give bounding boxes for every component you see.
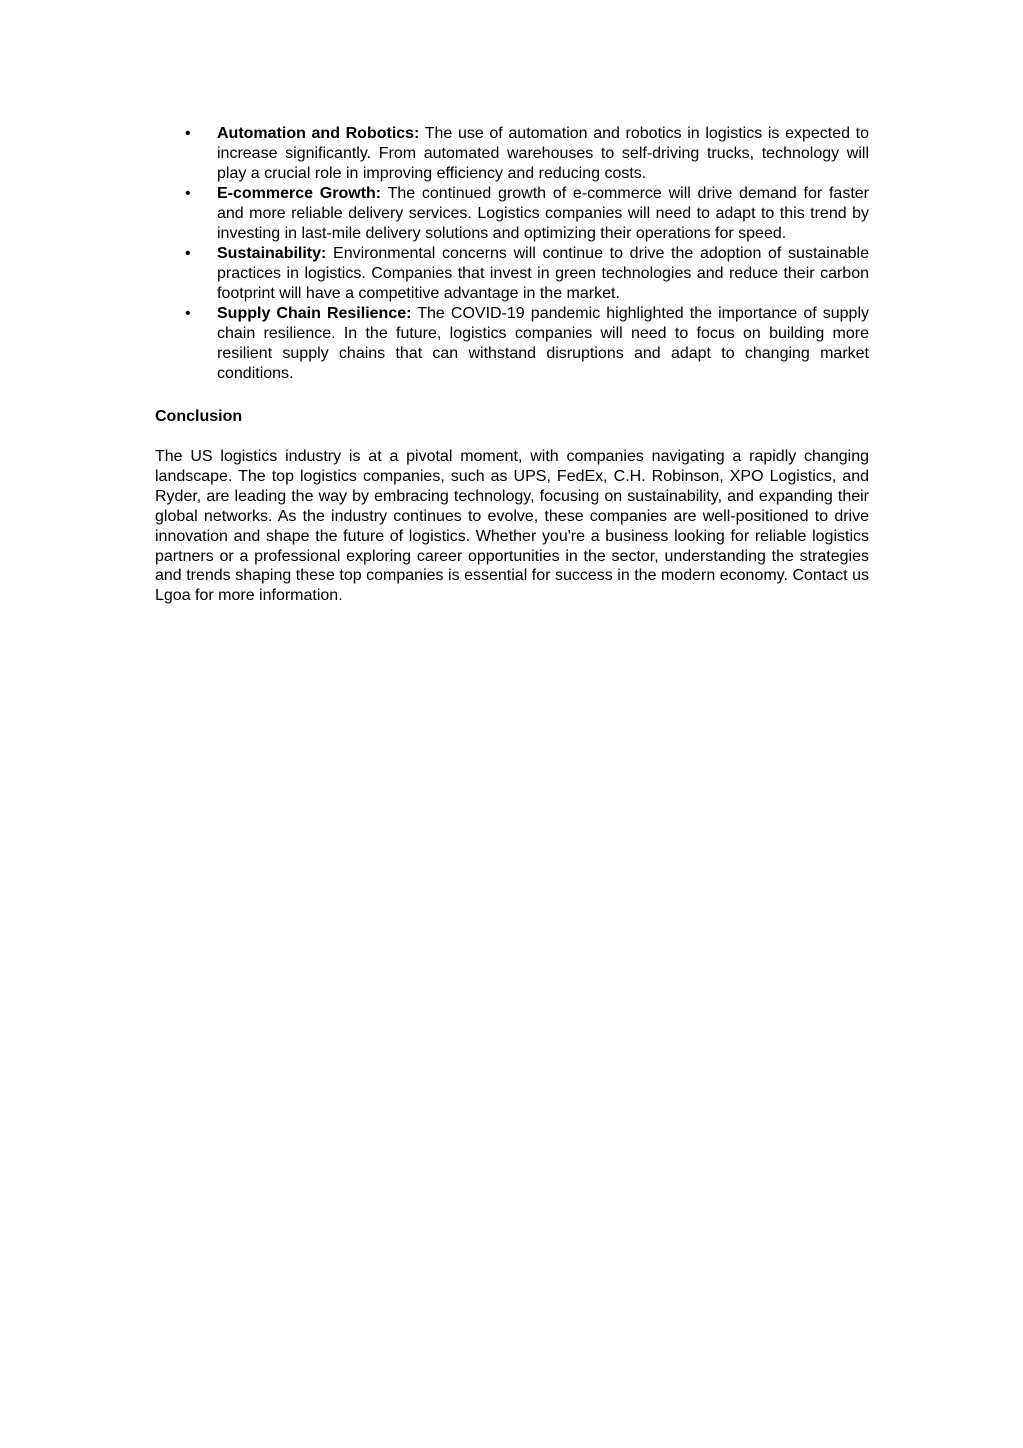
bullet-icon: •: [185, 245, 191, 262]
conclusion-heading: Conclusion: [155, 408, 243, 425]
trend-text: Environmental concerns will continue to drive the adoption of sustainable practices in logistics. Companies that invest in green technologies and reduce their carbon footprint will have a competitive advantage in the market.: [217, 245, 869, 302]
bullet-icon: •: [185, 305, 191, 322]
trend-term: E-commerce Growth:: [217, 185, 382, 202]
list-item: [155, 184, 869, 244]
trends-list: [155, 124, 869, 384]
trend-text: The COVID-19 pandemic highlighted the importance of supply chain resilience. In the future, logistics companies will need to focus on building more resilient supply chains that can withstand disruptions and adapt to changing market conditions.: [217, 305, 870, 382]
list-item: [155, 304, 869, 384]
trend-term: Sustainability:: [217, 245, 327, 262]
trend-text: The use of automation and robotics in logistics is expected to increase significantly. From automated warehouses to self-driving trucks, technology will play a crucial role in improving efficiency and reducing costs.: [217, 125, 869, 182]
trend-text: The continued growth of e-commerce will drive demand for faster and more reliable delivery services. Logistics companies will need to adapt to this trend by investing in last-mile delivery solutions and optimizing their operations for speed.: [217, 185, 869, 242]
trend-term: Automation and Robotics:: [217, 125, 420, 142]
bullet-icon: •: [185, 125, 191, 142]
bullet-icon: •: [185, 185, 191, 202]
list-item: [155, 124, 869, 184]
list-item: [155, 244, 869, 304]
document-page: [155, 124, 869, 606]
trend-term: Supply Chain Resilience:: [217, 305, 412, 322]
conclusion-paragraph: The US logistics industry is at a pivotal moment, with companies navigating a rapidly changing landscape. The top logistics companies, such as UPS, FedEx, C.H. Robinson, XPO Logistics, and Ryder, are leading the way by embracing technology, focusing on sustainability, and expanding their global networks. As the industry continues to evolve, these companies are well-positioned to drive innovation and shape the future of logistics. Whether you're a business looking for reliable logistics partners or a professional exploring career opportunities in the sector, understanding the strategies and trends shaping these top companies is essential for success in the modern economy. Contact us Lgoa for more information.: [155, 448, 869, 605]
